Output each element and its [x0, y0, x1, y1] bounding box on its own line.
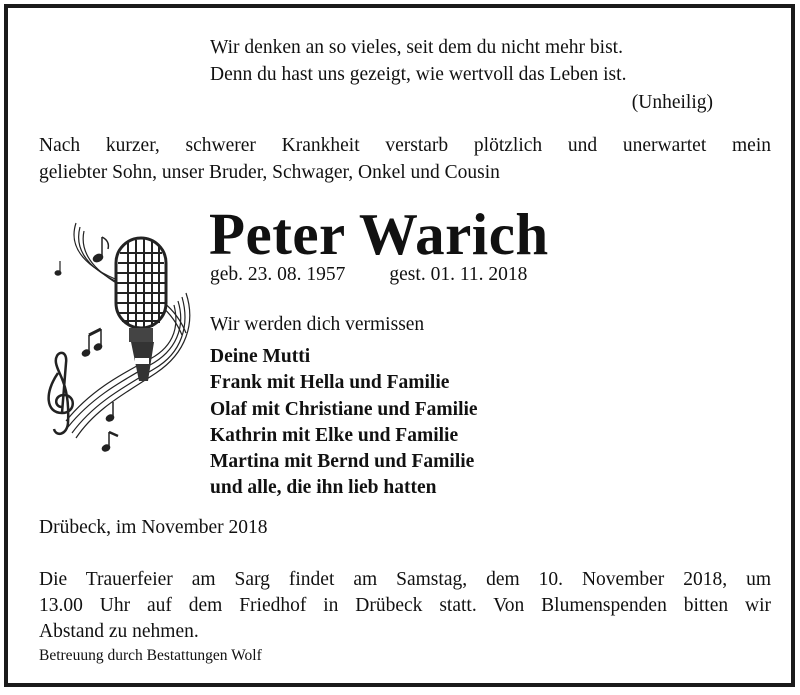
obituary-notice — [4, 4, 795, 687]
poem-line-2: Denn du hast uns gezeigt, wie wertvoll das Leben ist. — [210, 64, 627, 85]
microphone-music-notes-icon — [36, 213, 206, 478]
intro-line-2: geliebter Sohn, unser Bruder, Schwager, Onkel und Cousin — [39, 162, 500, 183]
funeral-announcement — [39, 567, 771, 645]
birth-date: geb. 23. 08. 1957 — [210, 264, 346, 285]
intro-text — [39, 132, 771, 186]
list-item: Martina mit Bernd und Familie — [210, 451, 475, 473]
intro-line-1: Nach kurzer, schwerer Krankheit verstarb plötzlich und unerwartet mein — [39, 135, 771, 156]
farewell-line: Wir werden dich vermissen — [210, 314, 425, 335]
poem-line-1: Wir denken an so vieles, seit dem du nicht mehr bist. — [210, 37, 623, 58]
ceremony-line-3: Abstand zu nehmen. — [39, 621, 199, 642]
list-item: Deine Mutti — [210, 346, 311, 367]
death-date: gest. 01. 11. 2018 — [389, 264, 528, 285]
mourners-list — [210, 344, 478, 502]
list-item: Olaf mit Christiane und Familie — [210, 398, 478, 420]
ceremony-line-1: Die Trauerfeier am Sarg findet am Samstag, dem 10. November 2018, um — [39, 569, 771, 590]
place-date: Drübeck, im November 2018 — [39, 517, 268, 538]
list-item: Kathrin mit Elke und Familie — [210, 424, 459, 446]
poem-author: (Unheilig) — [631, 92, 713, 113]
list-item: Frank mit Hella und Familie — [210, 372, 450, 394]
poem-quote — [210, 34, 626, 88]
life-dates — [210, 264, 527, 286]
undertaker-credit: Betreuung durch Bestattungen Wolf — [39, 647, 262, 664]
list-item: und alle, die ihn lieb hatten — [210, 477, 437, 499]
deceased-name: Peter Warich — [209, 201, 549, 267]
ceremony-line-2: 13.00 Uhr auf dem Friedhof in Drübeck statt. Von Blumenspenden bitten wir — [39, 595, 771, 616]
